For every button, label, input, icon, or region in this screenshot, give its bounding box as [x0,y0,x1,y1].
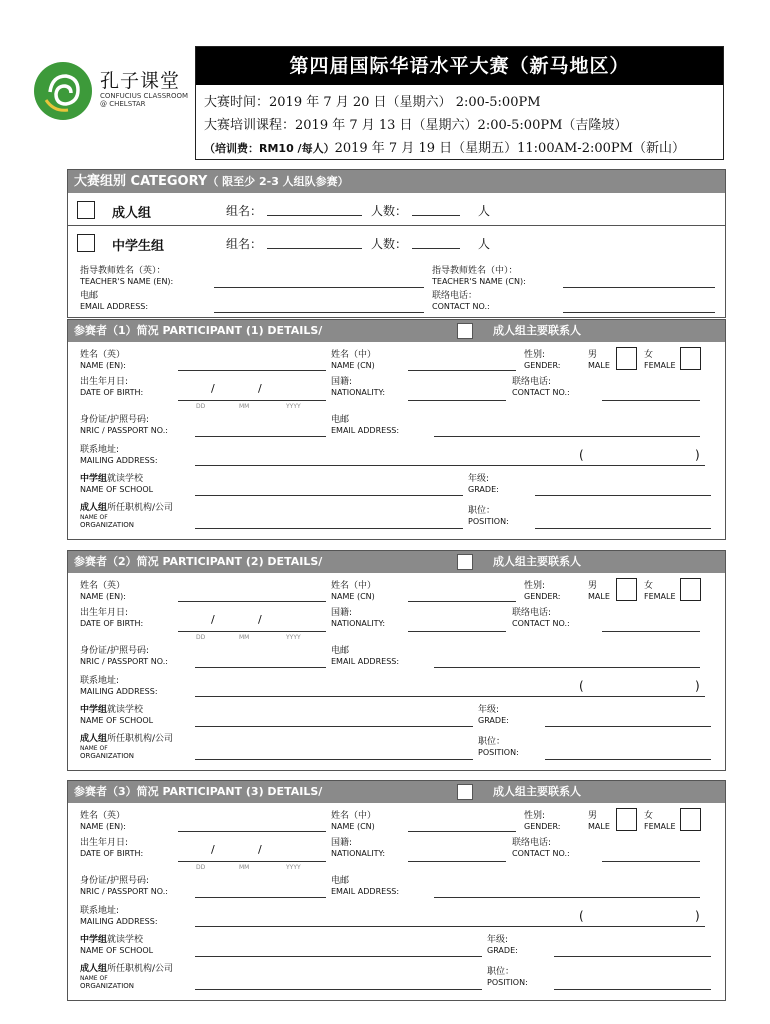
contact-label: 联络电话: CONTACT NO.: [512,377,570,397]
postcode-open-paren: ( [579,448,584,462]
group-name-label: 组名： [226,204,263,218]
main-contact-checkbox[interactable] [457,784,473,800]
dob-separator: / [258,613,262,626]
nationality-field[interactable] [408,861,506,862]
position-field[interactable] [545,759,711,760]
contact-label: 联络电话: CONTACT NO.: [512,608,570,628]
address-field[interactable] [195,696,705,697]
nationality-field[interactable] [408,400,506,401]
nric-field[interactable] [195,897,326,898]
male-label: 男 MALE [588,811,610,831]
participant-3-section [67,780,726,1001]
female-label: 女 FEMALE [644,350,676,370]
teacher-name-en-label: 指导教师姓名（英）： TEACHER'S NAME (EN): [80,266,174,286]
main-contact-checkbox[interactable] [457,323,473,339]
male-checkbox[interactable] [616,808,637,831]
dd-hint: DD [196,864,206,871]
email-label: 电邮 EMAIL ADDRESS: [331,876,400,896]
adult-group-checkbox[interactable] [77,201,95,219]
email-label: 电邮 EMAIL ADDRESS: [331,415,400,435]
female-checkbox[interactable] [680,347,701,370]
position-label: 职位： POSITION: [487,967,528,987]
adult-count-field[interactable] [412,215,460,216]
nric-label: 身份证/护照号码: NRIC / PASSPORT NO.: [80,876,168,896]
main-contact-label: 成人组主要联系人 [493,785,581,798]
nationality-field[interactable] [408,631,506,632]
teacher-name-cn-label: 指导教师姓名（中）： TEACHER'S NAME (CN): [432,266,526,286]
position-field[interactable] [554,989,711,990]
grade-field[interactable] [554,956,711,957]
logo-en-text: CONFUCIUS CLASSROOM @ CHELSTAR [100,92,189,108]
gender-label: 性别: GENDER: [524,350,561,370]
name-cn-field[interactable] [408,831,516,832]
main-contact-checkbox[interactable] [457,554,473,570]
student-group-name-field[interactable] [267,248,362,249]
adult-group-name-field[interactable] [267,215,362,216]
adult-group-row [68,193,725,225]
position-label: 职位： POSITION: [468,506,509,526]
grade-field[interactable] [545,726,711,727]
dob-field[interactable] [178,631,326,632]
mm-hint: MM [239,864,250,871]
dob-separator: / [258,382,262,395]
name-cn-label: 姓名（中） NAME (CN) [331,811,377,831]
name-en-label: 姓名（英） NAME (EN): [80,811,126,831]
category-header-bar: 大赛组别 CATEGORY（ 限至少 2-3 人组队参赛） [68,170,725,193]
logo-emblem-icon [34,62,92,120]
dob-label: 出生年月日: DATE OF BIRTH: [80,377,144,397]
female-label: 女 FEMALE [644,811,676,831]
contact-label: 联络电话: CONTACT NO.: [512,838,570,858]
dob-separator: / [211,382,215,395]
nationality-label: 国籍: NATIONALITY: [331,377,386,397]
position-field[interactable] [535,528,711,529]
training-course-line: 大赛培训课程：2019 年 7 月 13 日（星期六）2:00-5:00PM（吉隆坡） [204,118,628,133]
female-label: 女 FEMALE [644,581,676,601]
dd-hint: DD [196,634,206,641]
contact-field[interactable] [602,861,700,862]
gender-label: 性别: GENDER: [524,811,561,831]
dd-hint: DD [196,403,206,410]
organization-label: 成人组所任职机构/公司 NAME OF ORGANIZATION [80,964,174,990]
female-checkbox[interactable] [680,578,701,601]
student-group-row [68,225,725,319]
teacher-email-field[interactable] [214,312,424,313]
logo-cn-text: 孔子课堂 [100,70,181,92]
name-en-label: 姓名（英） NAME (EN): [80,350,126,370]
unit-label: 人 [478,237,491,251]
male-label: 男 MALE [588,581,610,601]
category-section [67,169,726,318]
school-label: 中学组就读学校 NAME OF SCHOOL [80,935,154,955]
mm-hint: MM [239,634,250,641]
main-contact-label: 成人组主要联系人 [493,324,581,337]
name-cn-field[interactable] [408,370,516,371]
confucius-classroom-logo [34,62,190,122]
email-field[interactable] [434,667,700,668]
yyyy-hint: YYYY [286,864,301,871]
name-cn-label: 姓名（中） NAME (CN) [331,581,377,601]
grade-label: 年级: GRADE: [487,935,518,955]
postcode-close-paren: ) [695,448,700,462]
address-label: 联系地址: MAILING ADDRESS: [80,445,158,465]
address-label: 联系地址: MAILING ADDRESS: [80,906,158,926]
name-cn-label: 姓名（中） NAME (CN) [331,350,377,370]
yyyy-hint: YYYY [286,403,301,410]
adult-group-label: 成人组 [112,206,152,221]
address-field[interactable] [195,926,705,927]
position-label: 职位： POSITION: [478,737,519,757]
organization-field[interactable] [195,989,482,990]
participant-header-bar: 参赛者（2）简况 PARTICIPANT (2) DETAILS/ 成人组主要联系人 [68,551,725,573]
participant-2-section [67,550,726,771]
nric-label: 身份证/护照号码: NRIC / PASSPORT NO.: [80,415,168,435]
nationality-label: 国籍: NATIONALITY: [331,608,386,628]
email-field[interactable] [434,436,700,437]
event-date-line: 大赛时间：2019 年 7 月 20 日（星期六） 2:00-5:00PM [204,95,541,110]
count-label: 人数： [371,237,408,251]
postcode-open-paren: ( [579,679,584,693]
teacher-name-cn-field[interactable] [563,287,715,288]
gender-label: 性别: GENDER: [524,581,561,601]
student-count-field[interactable] [412,248,460,249]
school-field[interactable] [195,495,463,496]
school-field[interactable] [195,726,473,727]
student-group-label: 中学生组 [112,239,165,254]
grade-field[interactable] [535,495,711,496]
postcode-close-paren: ) [695,679,700,693]
school-label: 中学组就读学校 NAME OF SCHOOL [80,705,154,725]
nric-field[interactable] [195,667,326,668]
name-en-label: 姓名（英） NAME (EN): [80,581,126,601]
teacher-contact-field[interactable] [563,312,715,313]
female-checkbox[interactable] [680,808,701,831]
participant-1-section [67,319,726,540]
email-label: 电邮 EMAIL ADDRESS: [331,646,400,666]
organization-field[interactable] [195,528,463,529]
postcode-close-paren: ) [695,909,700,923]
nric-field[interactable] [195,436,326,437]
dob-label: 出生年月日: DATE OF BIRTH: [80,838,144,858]
address-label: 联系地址: MAILING ADDRESS: [80,676,158,696]
organization-field[interactable] [195,759,473,760]
yyyy-hint: YYYY [286,634,301,641]
teacher-name-en-field[interactable] [214,287,424,288]
name-en-field[interactable] [178,601,326,602]
teacher-email-label: 电邮 EMAIL ADDRESS: [80,291,149,311]
group-name-label: 组名： [226,237,263,251]
male-label: 男 MALE [588,350,610,370]
count-label: 人数： [371,204,408,218]
school-field[interactable] [195,956,482,957]
main-contact-label: 成人组主要联系人 [493,555,581,568]
participant-header-bar: 参赛者（3）简况 PARTICIPANT (3) DETAILS/ 成人组主要联系人 [68,781,725,803]
name-en-field[interactable] [178,831,326,832]
postcode-open-paren: ( [579,909,584,923]
male-checkbox[interactable] [616,347,637,370]
event-title: 第四届国际华语水平大赛（新马地区） [196,47,723,85]
unit-label: 人 [478,204,491,218]
organization-label: 成人组所任职机构/公司 NAME OF ORGANIZATION [80,503,174,529]
dob-separator: / [211,843,215,856]
contact-field[interactable] [602,400,700,401]
grade-label: 年级: GRADE: [468,474,499,494]
dob-separator: / [258,843,262,856]
participant-header-bar: 参赛者（1）简况 PARTICIPANT (1) DETAILS/ 成人组主要联系人 [68,320,725,342]
contact-field[interactable] [602,631,700,632]
school-label: 中学组就读学校 NAME OF SCHOOL [80,474,154,494]
address-field[interactable] [195,465,705,466]
nationality-label: 国籍: NATIONALITY: [331,838,386,858]
mm-hint: MM [239,403,250,410]
nric-label: 身份证/护照号码: NRIC / PASSPORT NO.: [80,646,168,666]
dob-separator: / [211,613,215,626]
event-header [195,46,724,160]
teacher-contact-label: 联络电话： CONTACT NO.: [432,291,490,311]
male-checkbox[interactable] [616,578,637,601]
student-group-checkbox[interactable] [77,234,95,252]
organization-label: 成人组所任职机构/公司 NAME OF ORGANIZATION [80,734,174,760]
training-fee-line: （培训费：RM10 /每人）2019 年 7 月 19 日（星期五）11:00AM-2:00PM（新山） [204,141,685,156]
name-en-field[interactable] [178,370,326,371]
dob-label: 出生年月日: DATE OF BIRTH: [80,608,144,628]
grade-label: 年级: GRADE: [478,705,509,725]
name-cn-field[interactable] [408,601,516,602]
dob-field[interactable] [178,861,326,862]
dob-field[interactable] [178,400,326,401]
email-field[interactable] [434,897,700,898]
